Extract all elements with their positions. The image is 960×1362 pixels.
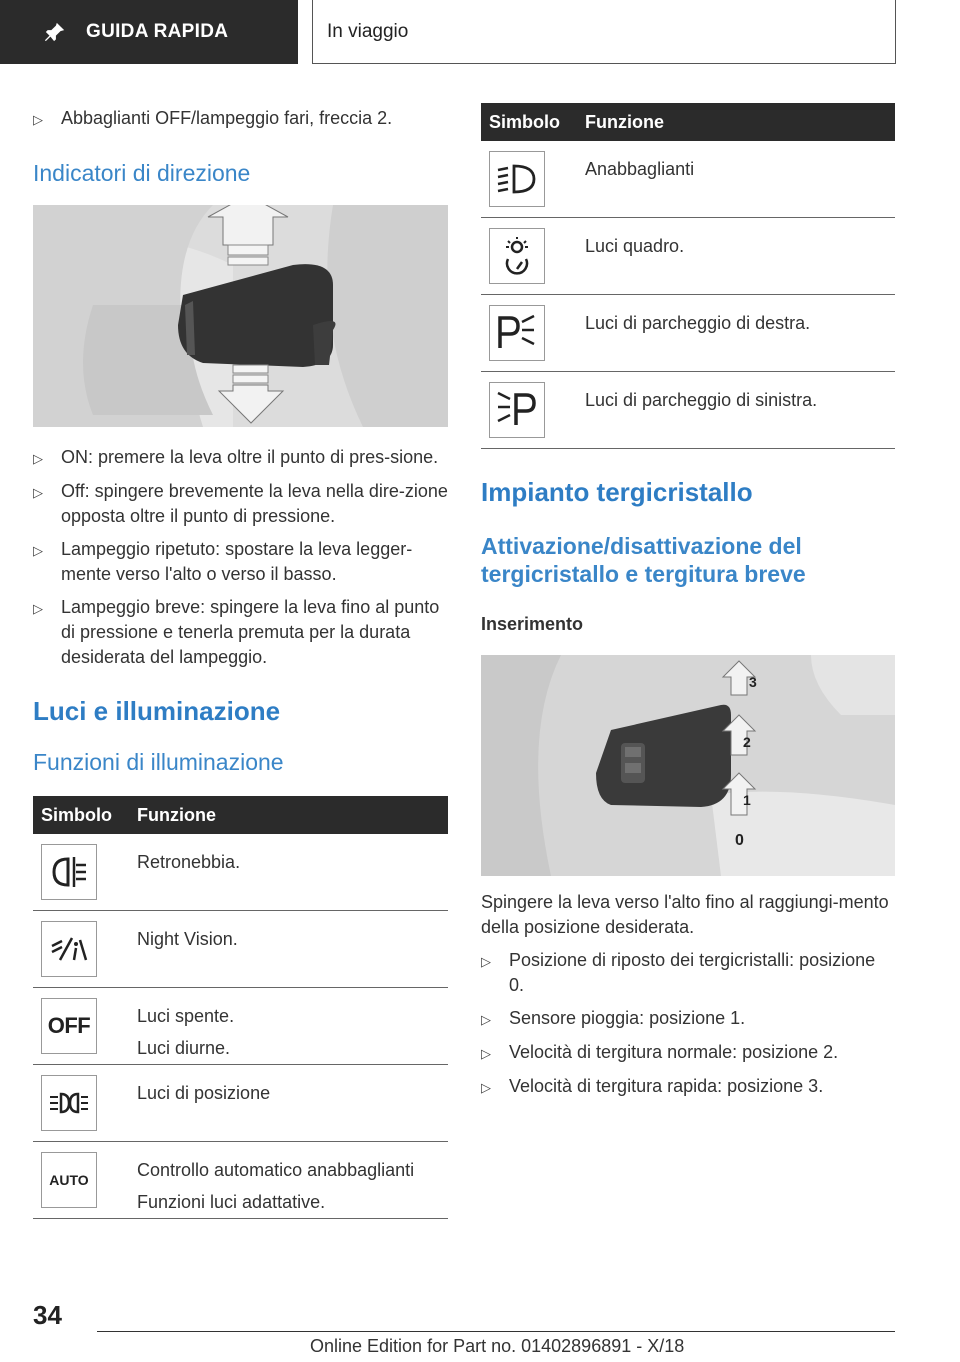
pin-icon <box>44 21 66 43</box>
position-0-label: 0 <box>735 832 744 849</box>
auto-icon: AUTO <box>41 1152 97 1208</box>
table-row: Luci di parcheggio di destra. <box>481 295 895 372</box>
section-heading: Impianto tergicristallo <box>481 477 753 507</box>
parking-light-left-icon <box>489 382 545 438</box>
triangle-bullet-icon: ▷ <box>481 1046 491 1061</box>
sub-subsection-heading: Inserimento <box>481 614 584 634</box>
triangle-bullet-icon: ▷ <box>33 112 43 127</box>
lighting-functions-table <box>33 796 448 1219</box>
left-column <box>33 100 448 1219</box>
list-item: ▷ Velocità di tergitura normale: posizione 2. <box>481 1040 895 1066</box>
triangle-bullet-icon: ▷ <box>33 485 43 500</box>
low-beam-icon <box>489 151 545 207</box>
list-item: ▷ Posizione di riposto dei tergicristalli: posizione 0. <box>481 948 895 998</box>
section-title: GUIDA RAPIDA <box>86 21 229 42</box>
list-item: ▷ Abbaglianti OFF/lampeggio fari, freccia 2. <box>33 106 448 132</box>
chapter-tab[interactable] <box>312 0 896 64</box>
table-row: Retronebbia. <box>33 834 448 911</box>
turn-signal-lever-image <box>33 205 448 427</box>
list-item: ▷ ON: premere la leva oltre il punto di pres-sione. <box>33 445 448 471</box>
wiper-instruction: Spingere la leva verso l'alto fino al raggiungi-mento della posizione desiderata. <box>481 892 889 937</box>
wiper-list <box>481 948 895 1100</box>
column-header-function: Funzione <box>577 103 895 141</box>
page-header <box>0 0 960 66</box>
lighting-functions-table-2 <box>481 103 895 449</box>
edition-text: Online Edition for Part no. 01402896891 - X/18 <box>310 1336 685 1356</box>
indicator-list <box>33 445 448 670</box>
table-row: AUTO Controllo automatico anabbaglianti Funzioni luci adattative. <box>33 1142 448 1219</box>
list-item: ▷ Velocità di tergitura rapida: posizione 3. <box>481 1074 895 1100</box>
section-tab[interactable] <box>0 0 298 64</box>
triangle-bullet-icon: ▷ <box>481 1012 491 1027</box>
off-icon: OFF <box>41 998 97 1054</box>
subsection-heading: Funzioni di illuminazione <box>33 749 284 775</box>
list-item: ▷ Sensore pioggia: posizione 1. <box>481 1006 895 1032</box>
side-lights-icon <box>41 1075 97 1131</box>
section-heading: Indicatori di direzione <box>33 160 251 186</box>
column-header-symbol: Simbolo <box>481 103 577 141</box>
list-item: ▷ Lampeggio breve: spingere la leva fino al punto di pressione e tenerla premuta per la durata desiderata del lampeggio. <box>33 595 448 670</box>
chapter-title: In viaggio <box>327 20 409 42</box>
triangle-bullet-icon: ▷ <box>33 601 43 616</box>
list-item: ▷ Off: spingere brevemente la leva nella dire-zione opposta oltre il punto di pressione. <box>33 479 448 529</box>
column-header-function: Funzione <box>129 796 448 834</box>
svg-text:3: 3 <box>749 674 757 690</box>
triangle-bullet-icon: ▷ <box>481 954 491 969</box>
list-item: ▷ Lampeggio ripetuto: spostare la leva legger-mente verso l'alto o verso il basso. <box>33 537 448 587</box>
subsection-heading: Attivazione/disattivazione del tergicristallo e tergitura breve <box>481 533 806 587</box>
footer-divider <box>97 1331 895 1332</box>
page-number: 34 <box>33 1300 62 1330</box>
rear-fog-light-icon <box>41 844 97 900</box>
right-column <box>481 103 895 1108</box>
table-row: Luci di posizione <box>33 1065 448 1142</box>
table-row: Night Vision. <box>33 911 448 988</box>
instrument-lighting-icon <box>489 228 545 284</box>
section-heading: Luci e illuminazione <box>33 696 281 726</box>
parking-light-right-icon <box>489 305 545 361</box>
table-row: Luci di parcheggio di sinistra. <box>481 372 895 449</box>
table-row: Luci quadro. <box>481 218 895 295</box>
triangle-bullet-icon: ▷ <box>33 451 43 466</box>
table-row: Anabbaglianti <box>481 141 895 218</box>
column-header-symbol: Simbolo <box>33 796 129 834</box>
triangle-bullet-icon: ▷ <box>33 543 43 558</box>
wiper-lever-image <box>481 655 895 876</box>
svg-text:2: 2 <box>743 734 751 750</box>
night-vision-icon <box>41 921 97 977</box>
table-row: OFF Luci spente. Luci diurne. <box>33 988 448 1065</box>
svg-text:1: 1 <box>743 792 751 808</box>
triangle-bullet-icon: ▷ <box>481 1080 491 1095</box>
